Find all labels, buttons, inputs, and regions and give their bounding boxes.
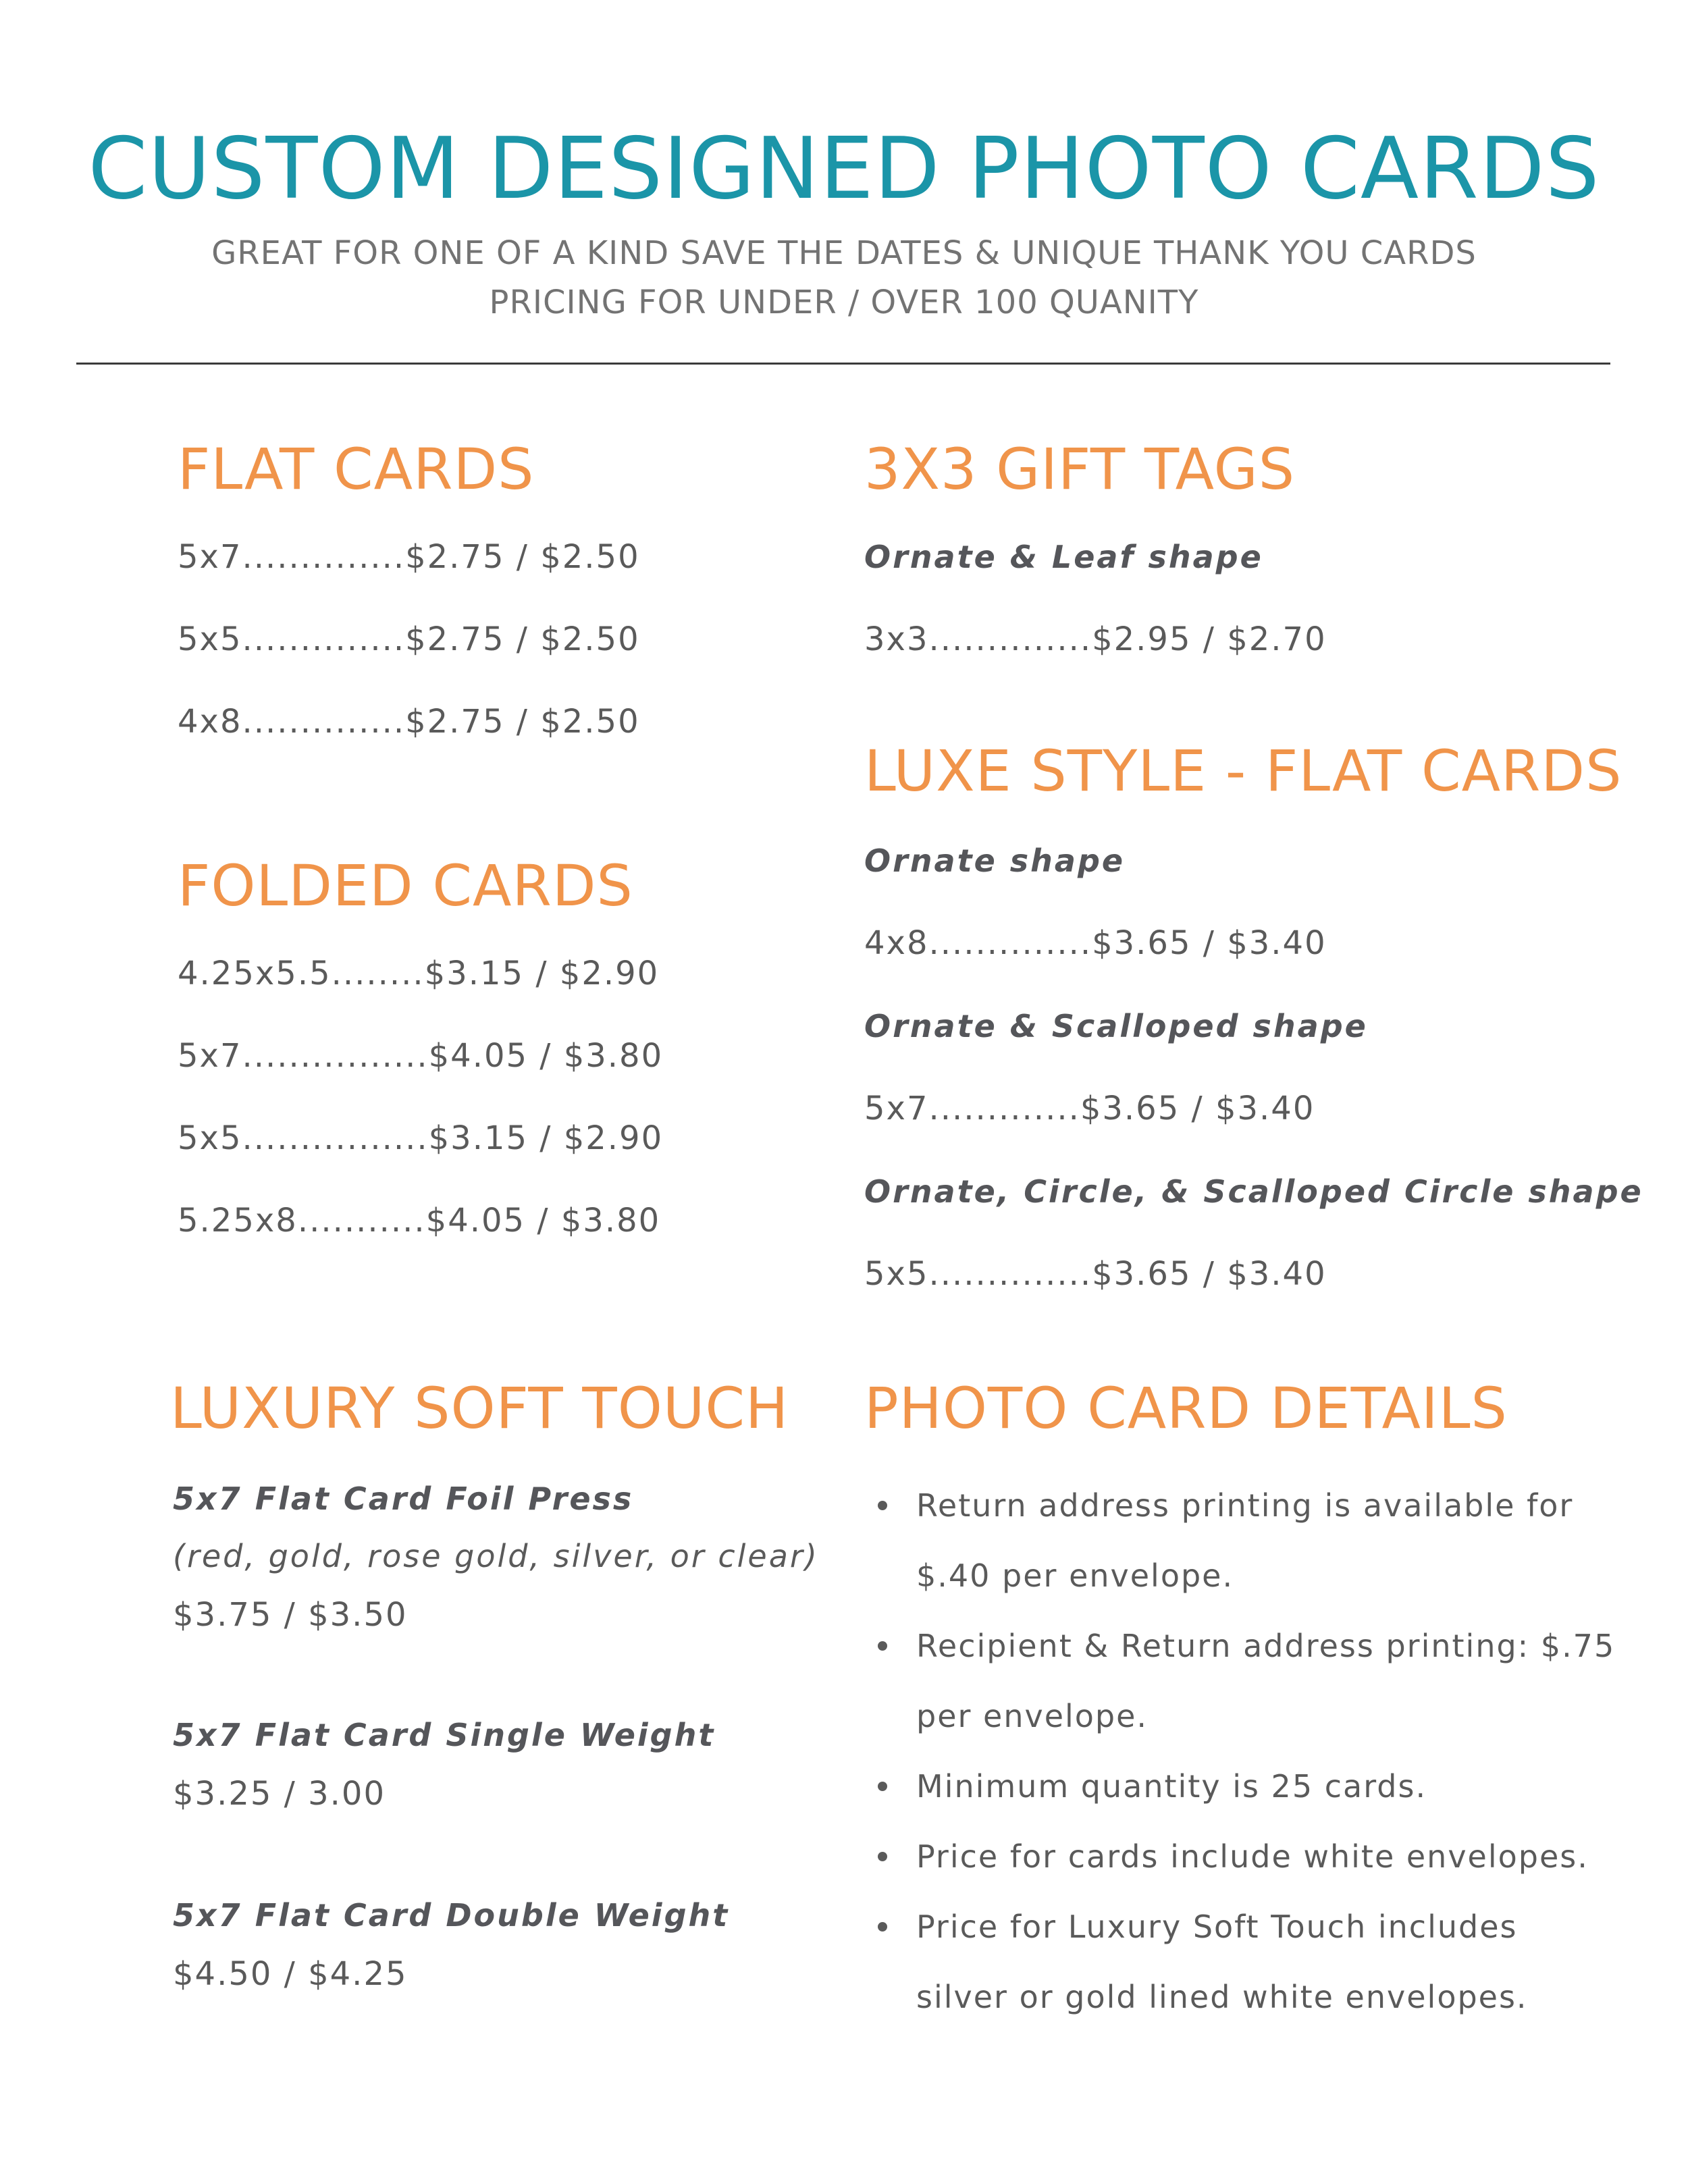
soft-touch-item-price: $3.75 / $3.50 bbox=[173, 1596, 408, 1634]
list-item-text: Price for cards include white envelopes. bbox=[916, 1838, 1589, 1875]
list-item bbox=[878, 1892, 1620, 2032]
subtitle-line-2: PRICING FOR UNDER / OVER 100 QUANITY bbox=[489, 284, 1199, 321]
luxe-price-row: 5x5..............$3.65 / $3.40 bbox=[864, 1255, 1327, 1293]
page-title: CUSTOM DESIGNED PHOTO CARDS bbox=[88, 119, 1600, 218]
luxe-style-heading: LUXE STYLE - FLAT CARDS bbox=[864, 738, 1623, 804]
bullet-icon bbox=[878, 1641, 887, 1651]
list-item-text: Recipient & Return address printing: $.75 per envelope. bbox=[916, 1628, 1616, 1734]
details-list bbox=[878, 1470, 1620, 2032]
subtitle-line-1: GREAT FOR ONE OF A KIND SAVE THE DATES & UNIQUE THANK YOU CARDS bbox=[211, 234, 1477, 272]
list-item-text: Minimum quantity is 25 cards. bbox=[916, 1768, 1427, 1805]
luxe-shape-label: Ornate, Circle, & Scalloped Circle shape bbox=[864, 1173, 1643, 1210]
list-item-text: Return address printing is available for $.40 per envelope. bbox=[916, 1487, 1574, 1594]
soft-touch-item-note: (red, gold, rose gold, silver, or clear) bbox=[173, 1538, 819, 1574]
folded-cards-price-row: 5x5................$3.15 / $2.90 bbox=[178, 1119, 664, 1157]
list-item bbox=[878, 1751, 1620, 1821]
gift-tags-shape: Ornate & Leaf shape bbox=[864, 539, 1263, 575]
bullet-icon bbox=[878, 1501, 887, 1510]
folded-cards-price-row: 4.25x5.5........$3.15 / $2.90 bbox=[178, 955, 660, 992]
luxe-price-row: 4x8..............$3.65 / $3.40 bbox=[864, 924, 1327, 962]
bullet-icon bbox=[878, 1852, 887, 1861]
flat-cards-price-row: 4x8..............$2.75 / $2.50 bbox=[178, 703, 640, 741]
folded-cards-heading: FOLDED CARDS bbox=[178, 853, 633, 919]
soft-touch-item-name: 5x7 Flat Card Single Weight bbox=[173, 1717, 716, 1753]
bullet-icon bbox=[878, 1782, 887, 1791]
flat-cards-heading: FLAT CARDS bbox=[178, 436, 535, 502]
flat-cards-price-row: 5x7..............$2.75 / $2.50 bbox=[178, 538, 640, 576]
header-divider bbox=[76, 363, 1610, 365]
list-item-text: Price for Luxury Soft Touch includes silver or gold lined white envelopes. bbox=[916, 1909, 1528, 2015]
list-item bbox=[878, 1611, 1620, 1751]
gift-tags-heading: 3X3 GIFT TAGS bbox=[864, 436, 1296, 502]
soft-touch-item-price: $4.50 / $4.25 bbox=[173, 1955, 408, 1993]
list-item bbox=[878, 1821, 1620, 1892]
luxury-soft-touch-heading: LUXURY SOFT TOUCH bbox=[170, 1375, 789, 1441]
gift-tags-price-row: 3x3..............$2.95 / $2.70 bbox=[864, 620, 1327, 658]
soft-touch-item-price: $3.25 / 3.00 bbox=[173, 1775, 386, 1813]
luxe-shape-label: Ornate shape bbox=[864, 843, 1126, 879]
soft-touch-item-name: 5x7 Flat Card Foil Press bbox=[173, 1481, 634, 1517]
flat-cards-price-row: 5x5..............$2.75 / $2.50 bbox=[178, 620, 640, 658]
luxe-shape-label: Ornate & Scalloped shape bbox=[864, 1008, 1368, 1044]
list-item bbox=[878, 1470, 1620, 1611]
folded-cards-price-row: 5.25x8...........$4.05 / $3.80 bbox=[178, 1202, 661, 1240]
bullet-icon bbox=[878, 1922, 887, 1932]
folded-cards-price-row: 5x7................$4.05 / $3.80 bbox=[178, 1037, 664, 1075]
luxe-price-row: 5x7.............$3.65 / $3.40 bbox=[864, 1090, 1315, 1127]
photo-card-details-heading: PHOTO CARD DETAILS bbox=[864, 1375, 1508, 1441]
soft-touch-item-name: 5x7 Flat Card Double Weight bbox=[173, 1897, 730, 1934]
